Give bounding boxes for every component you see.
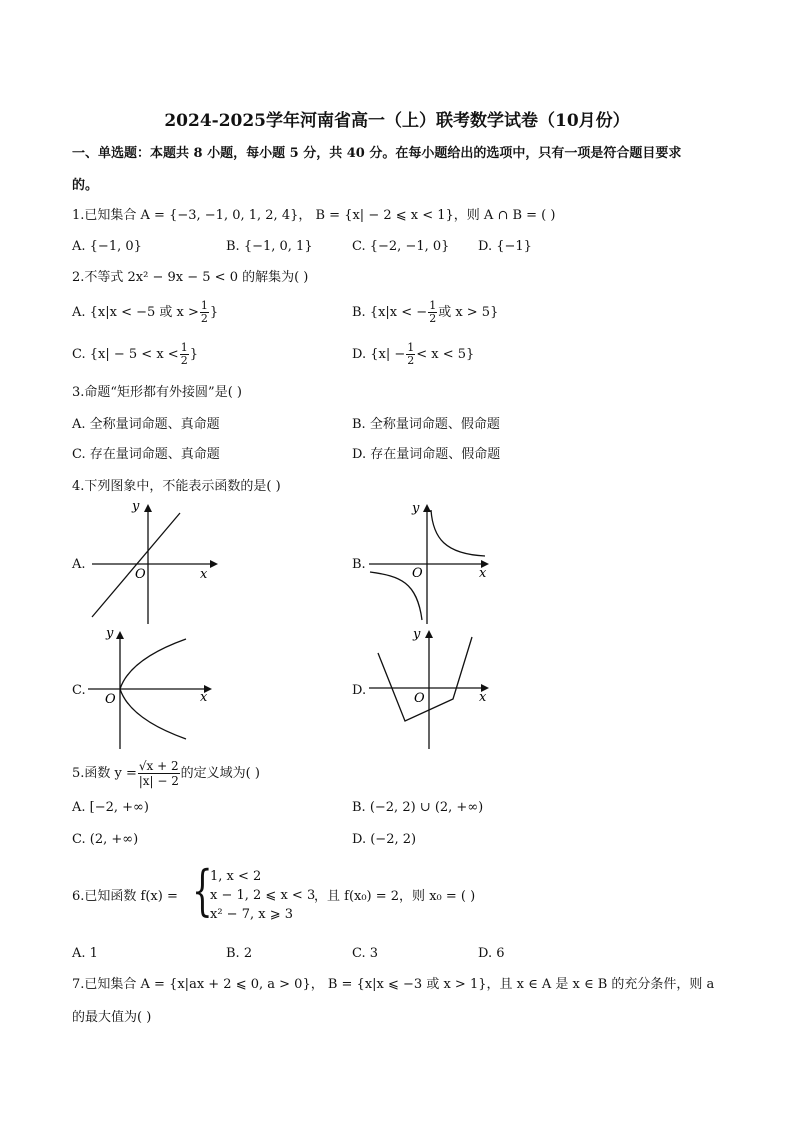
q2-stem: 2.不等式 2x² − 9x − 5 < 0 的解集为( ) (72, 270, 309, 285)
graph-d (365, 622, 500, 750)
graph-b (365, 498, 500, 625)
q5-option-b: B. (−2, 2) ∪ (2, +∞) (352, 800, 484, 815)
q2-option-a: A. {x|x < −5 或 x > $\frac{1}{2}$ } (72, 299, 219, 325)
graph-d-origin: O (414, 691, 425, 706)
q6-option-b: B. 2 (226, 946, 253, 961)
q6-stem-post: ，且 f(x₀) = 2，则 x₀ = ( ) (314, 889, 476, 904)
graph-a-origin: O (135, 567, 146, 582)
q1-option-c: C. {−2, −1, 0} (352, 239, 450, 254)
q2-option-b: B. {x|x < − $\frac{1}{2}$ 或 x > 5} (352, 299, 499, 325)
q6-brace: { (192, 859, 213, 922)
graph-c (88, 625, 218, 750)
q1-stem: 1.已知集合 A = {−3, −1, 0, 1, 2, 4}， B = {x| − 2 ⩽ x < 1}，则 A ∩ B = ( ) (72, 208, 556, 223)
q6-option-c: C. 3 (352, 946, 379, 961)
q1-option-d: D. {−1} (478, 239, 532, 254)
q5-option-a: A. [−2, +∞) (72, 800, 149, 815)
page-title: 2024-2025学年河南省高一（上）联考数学试卷（10月份） (164, 111, 630, 131)
q7-stem-line2: 的最大值为( ) (72, 1010, 152, 1025)
q6-case-3: x² − 7, x ⩾ 3 (210, 907, 293, 922)
q4-stem: 4.下列图象中，不能表示函数的是( ) (72, 479, 281, 494)
section-header-line2: 的。 (72, 178, 99, 193)
q5-option-d: D. (−2, 2) (352, 832, 417, 847)
q3-option-a: A. 全称量词命题、真命题 (72, 417, 220, 432)
q6-case-2: x − 1, 2 ⩽ x < 3 (210, 888, 316, 903)
graph-b-x-label: x (479, 566, 487, 581)
graph-a (88, 500, 228, 625)
q5-option-c: C. (2, +∞) (72, 832, 139, 847)
graph-c-x-label: x (200, 690, 208, 705)
q2-option-d: D. {x| − $\frac{1}{2}$ < x < 5} (352, 341, 475, 367)
q6-option-a: A. 1 (72, 946, 98, 961)
graph-c-y-label: y (106, 626, 114, 641)
q5-stem: 5.函数 y = $\frac{√x + 2}{|x| - 2}$ 的定义域为( ) (72, 759, 260, 788)
q1-option-a: A. {−1, 0} (72, 239, 142, 254)
graph-c-origin: O (105, 692, 116, 707)
graph-b-origin: O (412, 566, 423, 581)
q7-stem-line1: 7.已知集合 A = {x|ax + 2 ⩽ 0, a > 0}， B = {x|x ⩽ −3 或 x > 1}，且 x ∈ A 是 x ∈ B 的充分条件，则 a (72, 977, 715, 992)
graph-b-label: B. (352, 557, 366, 572)
graph-a-x-label: x (200, 567, 208, 582)
graph-b-y-label: y (412, 501, 420, 516)
graph-a-y-label: y (132, 500, 140, 514)
q2-option-c: C. {x| − 5 < x < $\frac{1}{2}$ } (72, 341, 198, 367)
q6-case-1: 1, x < 2 (210, 869, 262, 884)
graph-d-y-label: y (413, 627, 421, 642)
q3-option-b: B. 全称量词命题、假命题 (352, 417, 500, 432)
graph-c-label: C. (72, 683, 86, 698)
q3-option-c: C. 存在量词命题、真命题 (72, 447, 220, 462)
q6-stem-pre: 6.已知函数 f(x) = (72, 889, 178, 904)
q6-option-d: D. 6 (478, 946, 505, 961)
graph-a-label: A. (72, 557, 86, 572)
q1-option-b: B. {−1, 0, 1} (226, 239, 313, 254)
graph-d-x-label: x (479, 690, 487, 705)
section-header-line1: 一、单选题：本题共 8 小题，每小题 5 分，共 40 分。在每小题给出的选项中，只有一项是符合题目要求 (72, 146, 682, 161)
q3-stem: 3.命题“矩形都有外接圆”是( ) (72, 385, 242, 400)
graph-d-label: D. (352, 683, 367, 698)
q3-option-d: D. 存在量词命题、假命题 (352, 447, 501, 462)
